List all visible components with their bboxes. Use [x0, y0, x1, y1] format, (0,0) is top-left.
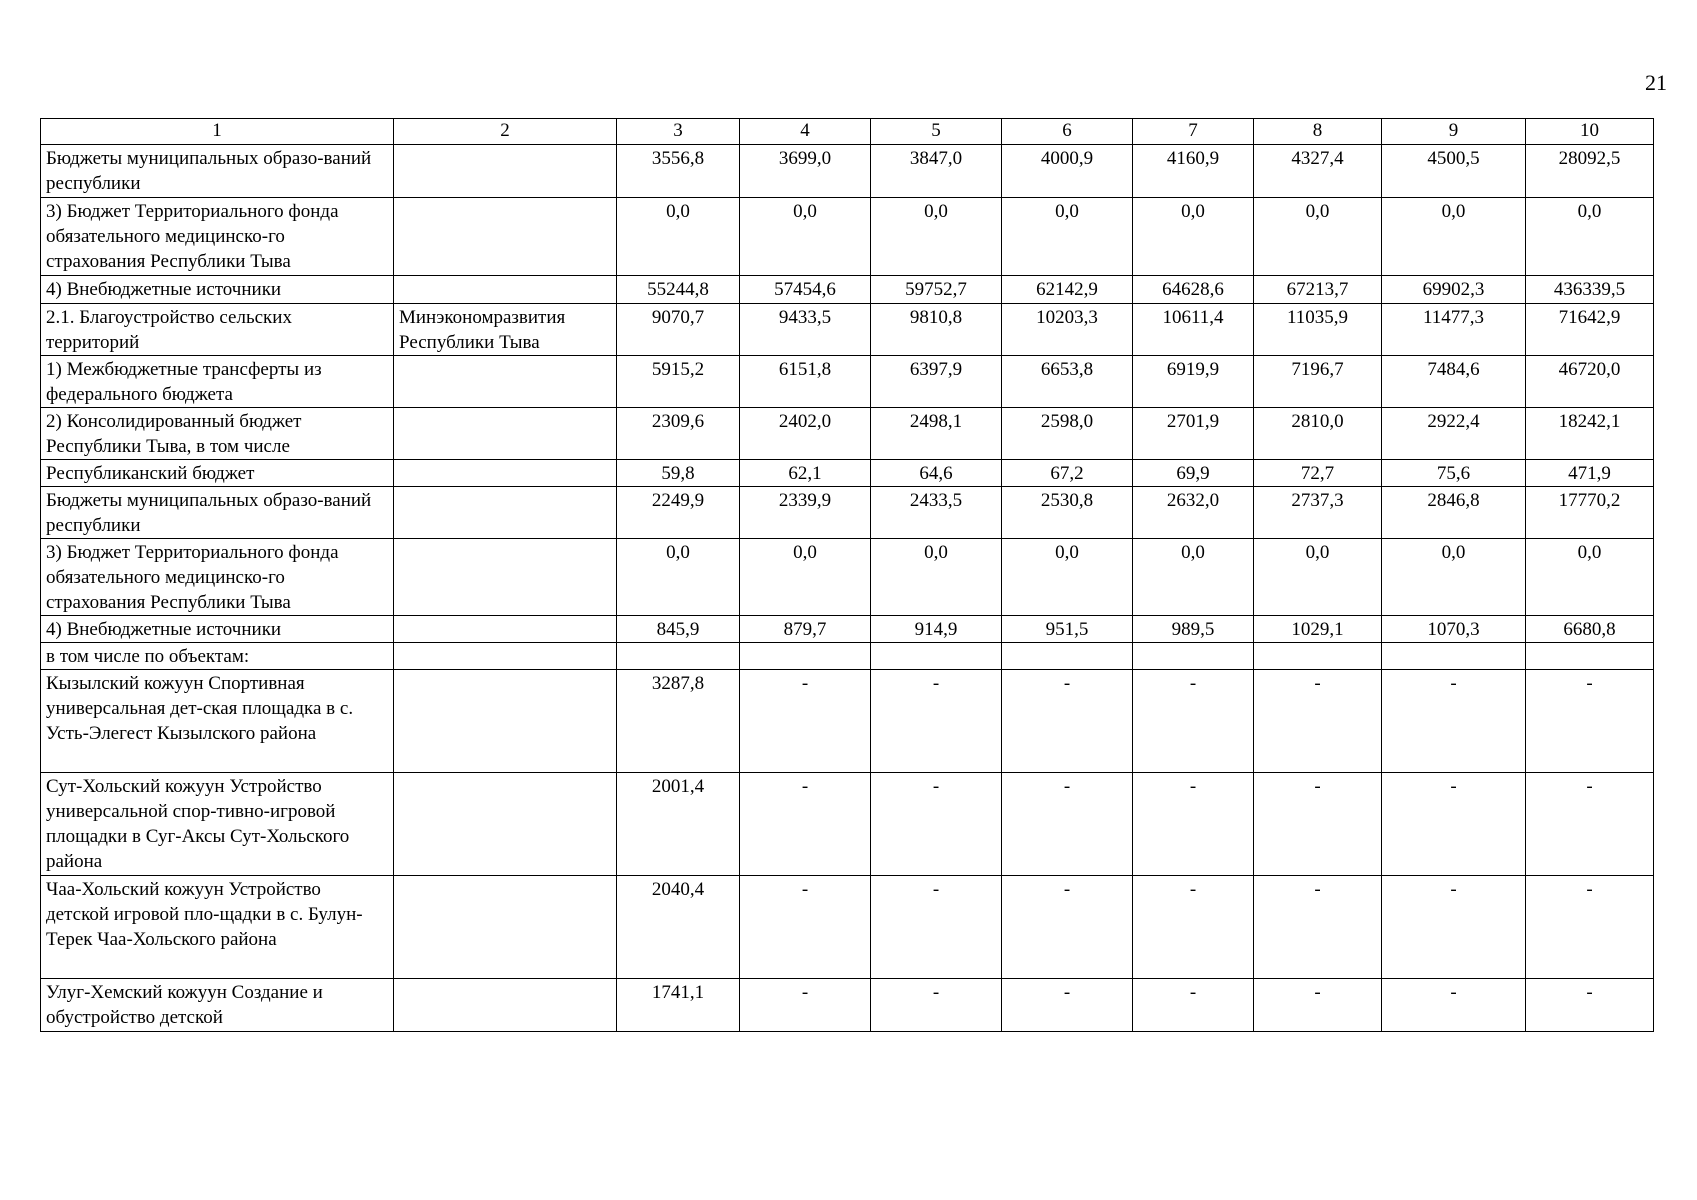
value-cell: 0,0 [871, 539, 1002, 616]
value-cell: 75,6 [1382, 460, 1526, 487]
column-header: 8 [1254, 119, 1382, 145]
row-name: Кызылский кожуун Спортивная универсальная дет-ская площадка в с. Усть-Элегест Кызылского района [41, 670, 394, 773]
table-row [41, 198, 1654, 276]
budget-table [40, 118, 1654, 1032]
value-cell: 6397,9 [871, 356, 1002, 408]
value-cell: 2402,0 [740, 408, 871, 460]
value-cell: 3287,8 [617, 670, 740, 773]
column-header: 4 [740, 119, 871, 145]
page-number: 21 [1645, 70, 1667, 95]
value-cell: - [1133, 979, 1254, 1032]
row-responsible [394, 356, 617, 408]
row-responsible [394, 198, 617, 276]
table-row [41, 460, 1654, 487]
value-cell: 6680,8 [1526, 616, 1654, 643]
value-cell [1002, 643, 1133, 670]
value-cell [1526, 643, 1654, 670]
column-header: 1 [41, 119, 394, 145]
column-header: 2 [394, 119, 617, 145]
value-cell: 7196,7 [1254, 356, 1382, 408]
row-responsible [394, 773, 617, 876]
row-responsible: Минэкономразвития Республики Тыва [394, 304, 617, 356]
column-header: 3 [617, 119, 740, 145]
table-row [41, 876, 1654, 979]
value-cell: 0,0 [1133, 198, 1254, 276]
value-cell: 64,6 [871, 460, 1002, 487]
table-row [41, 539, 1654, 616]
row-name: 2.1. Благоустройство сельских территорий [41, 304, 394, 356]
row-name: 4) Внебюджетные источники [41, 276, 394, 304]
value-cell: 0,0 [1133, 539, 1254, 616]
value-cell: 17770,2 [1526, 487, 1654, 539]
value-cell: 0,0 [617, 198, 740, 276]
value-cell: 0,0 [1382, 198, 1526, 276]
value-cell: 0,0 [617, 539, 740, 616]
value-cell: 951,5 [1002, 616, 1133, 643]
value-cell: - [1254, 876, 1382, 979]
column-header: 10 [1526, 119, 1654, 145]
column-header: 5 [871, 119, 1002, 145]
value-cell: 2846,8 [1382, 487, 1526, 539]
value-cell: - [1002, 876, 1133, 979]
row-responsible [394, 616, 617, 643]
value-cell: 62,1 [740, 460, 871, 487]
value-cell: 2922,4 [1382, 408, 1526, 460]
value-cell: 3847,0 [871, 145, 1002, 198]
value-cell: 6919,9 [1133, 356, 1254, 408]
value-cell: 4160,9 [1133, 145, 1254, 198]
value-cell: 62142,9 [1002, 276, 1133, 304]
value-cell: 0,0 [1526, 539, 1654, 616]
row-name: в том числе по объектам: [41, 643, 394, 670]
value-cell [1133, 643, 1254, 670]
table-row [41, 643, 1654, 670]
value-cell: 3556,8 [617, 145, 740, 198]
table-row [41, 408, 1654, 460]
row-responsible [394, 876, 617, 979]
value-cell: 845,9 [617, 616, 740, 643]
row-responsible [394, 145, 617, 198]
value-cell: 3699,0 [740, 145, 871, 198]
value-cell: 69902,3 [1382, 276, 1526, 304]
value-cell: 71642,9 [1526, 304, 1654, 356]
value-cell: 2530,8 [1002, 487, 1133, 539]
row-responsible [394, 487, 617, 539]
row-name: Сут-Хольский кожуун Устройство универсальной спор-тивно-игровой площадки в Суг-Аксы Сут-Хольского района [41, 773, 394, 876]
row-responsible [394, 643, 617, 670]
value-cell: 7484,6 [1382, 356, 1526, 408]
row-responsible [394, 276, 617, 304]
value-cell: 57454,6 [740, 276, 871, 304]
row-responsible [394, 670, 617, 773]
header-row [41, 119, 1654, 145]
value-cell: 2498,1 [871, 408, 1002, 460]
value-cell: 4500,5 [1382, 145, 1526, 198]
table-row [41, 979, 1654, 1032]
value-cell: 46720,0 [1526, 356, 1654, 408]
value-cell: 0,0 [740, 198, 871, 276]
value-cell: 11035,9 [1254, 304, 1382, 356]
row-name: Бюджеты муниципальных образо-ваний республики [41, 487, 394, 539]
value-cell: - [1133, 876, 1254, 979]
value-cell: 2249,9 [617, 487, 740, 539]
value-cell [617, 643, 740, 670]
value-cell: 436339,5 [1526, 276, 1654, 304]
value-cell: - [740, 670, 871, 773]
value-cell: - [1382, 773, 1526, 876]
value-cell: 0,0 [1002, 198, 1133, 276]
value-cell: 2309,6 [617, 408, 740, 460]
value-cell: 9433,5 [740, 304, 871, 356]
value-cell: 914,9 [871, 616, 1002, 643]
value-cell: 6653,8 [1002, 356, 1133, 408]
value-cell: 10611,4 [1133, 304, 1254, 356]
value-cell: 0,0 [1382, 539, 1526, 616]
value-cell: - [1254, 670, 1382, 773]
row-name: Бюджеты муниципальных образо-ваний республики [41, 145, 394, 198]
row-name: Улуг-Хемский кожуун Создание и обустройство детской [41, 979, 394, 1032]
row-name: Чаа-Хольский кожуун Устройство детской игровой пло-щадки в с. Булун-Терек Чаа-Хольского района [41, 876, 394, 979]
value-cell: - [871, 670, 1002, 773]
value-cell: 879,7 [740, 616, 871, 643]
value-cell: 2632,0 [1133, 487, 1254, 539]
table-row [41, 773, 1654, 876]
value-cell: - [1526, 773, 1654, 876]
value-cell: 0,0 [1526, 198, 1654, 276]
value-cell: 0,0 [1002, 539, 1133, 616]
value-cell: 0,0 [740, 539, 871, 616]
value-cell: 4327,4 [1254, 145, 1382, 198]
row-responsible [394, 460, 617, 487]
value-cell: 10203,3 [1002, 304, 1133, 356]
value-cell: 2339,9 [740, 487, 871, 539]
value-cell: 471,9 [1526, 460, 1654, 487]
value-cell: - [1526, 979, 1654, 1032]
value-cell: 0,0 [871, 198, 1002, 276]
value-cell: 0,0 [1254, 539, 1382, 616]
table-row [41, 670, 1654, 773]
value-cell [871, 643, 1002, 670]
value-cell: - [1002, 670, 1133, 773]
value-cell [1382, 643, 1526, 670]
value-cell: 2701,9 [1133, 408, 1254, 460]
value-cell: 9070,7 [617, 304, 740, 356]
value-cell: - [1526, 670, 1654, 773]
value-cell: 2810,0 [1254, 408, 1382, 460]
value-cell: 4000,9 [1002, 145, 1133, 198]
column-header: 6 [1002, 119, 1133, 145]
value-cell: 1070,3 [1382, 616, 1526, 643]
value-cell: 989,5 [1133, 616, 1254, 643]
value-cell: 2737,3 [1254, 487, 1382, 539]
value-cell: - [1382, 876, 1526, 979]
value-cell: 1741,1 [617, 979, 740, 1032]
value-cell: - [1526, 876, 1654, 979]
table-row [41, 487, 1654, 539]
value-cell: 18242,1 [1526, 408, 1654, 460]
row-name: 2) Консолидированный бюджет Республики Тыва, в том числе [41, 408, 394, 460]
value-cell: - [740, 773, 871, 876]
table-row [41, 356, 1654, 408]
row-name: 3) Бюджет Территориального фонда обязательного медицинско-го страхования Республики Тыва [41, 539, 394, 616]
value-cell: 59752,7 [871, 276, 1002, 304]
value-cell: 2433,5 [871, 487, 1002, 539]
value-cell: - [871, 876, 1002, 979]
value-cell: 5915,2 [617, 356, 740, 408]
table-row [41, 304, 1654, 356]
value-cell: 64628,6 [1133, 276, 1254, 304]
value-cell [1254, 643, 1382, 670]
value-cell: 6151,8 [740, 356, 871, 408]
value-cell: - [1382, 670, 1526, 773]
value-cell: 67,2 [1002, 460, 1133, 487]
value-cell: 59,8 [617, 460, 740, 487]
value-cell: - [1002, 979, 1133, 1032]
value-cell: 2598,0 [1002, 408, 1133, 460]
value-cell: 1029,1 [1254, 616, 1382, 643]
row-name: 1) Межбюджетные трансферты из федерального бюджета [41, 356, 394, 408]
value-cell: 11477,3 [1382, 304, 1526, 356]
value-cell: 55244,8 [617, 276, 740, 304]
value-cell: - [1254, 979, 1382, 1032]
row-responsible [394, 979, 617, 1032]
value-cell: 9810,8 [871, 304, 1002, 356]
value-cell: - [1254, 773, 1382, 876]
table-row [41, 616, 1654, 643]
row-name: 3) Бюджет Территориального фонда обязательного медицинско-го страхования Республики Тыва [41, 198, 394, 276]
column-header: 7 [1133, 119, 1254, 145]
row-responsible [394, 408, 617, 460]
value-cell: 28092,5 [1526, 145, 1654, 198]
table-row [41, 276, 1654, 304]
value-cell: 67213,7 [1254, 276, 1382, 304]
value-cell: - [740, 979, 871, 1032]
value-cell: - [1002, 773, 1133, 876]
table-row [41, 145, 1654, 198]
value-cell: 2001,4 [617, 773, 740, 876]
value-cell: - [1133, 670, 1254, 773]
row-name: 4) Внебюджетные источники [41, 616, 394, 643]
row-name: Республиканский бюджет [41, 460, 394, 487]
value-cell: 2040,4 [617, 876, 740, 979]
column-header: 9 [1382, 119, 1526, 145]
value-cell [740, 643, 871, 670]
row-responsible [394, 539, 617, 616]
value-cell: - [871, 773, 1002, 876]
value-cell: 0,0 [1254, 198, 1382, 276]
value-cell: 69,9 [1133, 460, 1254, 487]
value-cell: - [740, 876, 871, 979]
value-cell: 72,7 [1254, 460, 1382, 487]
value-cell: - [1382, 979, 1526, 1032]
value-cell: - [1133, 773, 1254, 876]
value-cell: - [871, 979, 1002, 1032]
